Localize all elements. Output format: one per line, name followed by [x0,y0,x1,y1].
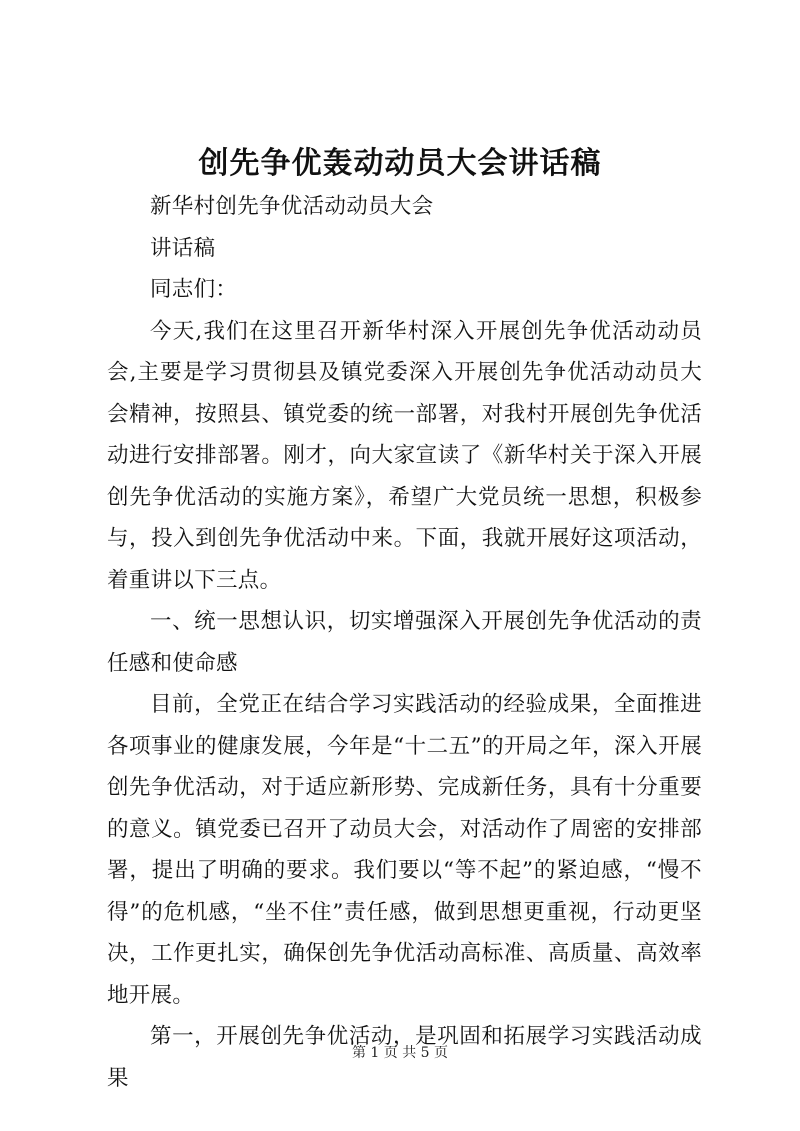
paragraph-salutation: 同志们： [150,277,238,302]
paragraph-introduction: 今天,我们在这里召开新华村深入开展创先争优活动动员会,主要是学习贯彻县及镇党委深入开展创先争优活动动员大会精神，按照县、镇党委的统一部署，对我村开展创先争优活动进行安排部署。刚才，向大家宣读了《新华村关于深入开展创先争优活动的实施方案》，希望广大党员统一思想，积极参与，投入到创先争优活动中来。下面，我就开展好这项活动，着重讲以下三点。 [107,318,702,593]
document-body [107,186,702,1099]
section-heading-1: 一、统一思想认识，切实增强深入开展创先争优活动的责任感和使命感 [107,609,702,676]
page-title: 创先争优轰动动员大会讲话稿 [198,146,602,181]
page-footer: 第 1 页 共 5 页 [351,1045,449,1061]
paragraph-speech-label: 讲话稿 [150,235,216,261]
paragraph-section-1: 目前，全党正在结合学习实践活动的经验成果，全面推进各项事业的健康发展，今年是“十二五”的开局之年，深入开展创先争优活动，对于适应新形势、完成新任务，具有十分重要的意义。镇党委已召开了动员大会，对活动作了周密的安排部署，提出了明确的要求。我们要以“等不起”的紧迫感，“慢不得”的危机感，“坐不住”责任感，做到思想更重视，行动更坚决，工作更扎实，确保创先争优活动高标准、高质量、高效率地开展。 [107,692,702,1008]
paragraph-point-1: 第一，开展创先争优活动，是巩固和拓展学习实践活动成果 [107,1024,702,1091]
paragraph-meeting-name: 新华村创先争优活动动员大会 [150,194,434,219]
